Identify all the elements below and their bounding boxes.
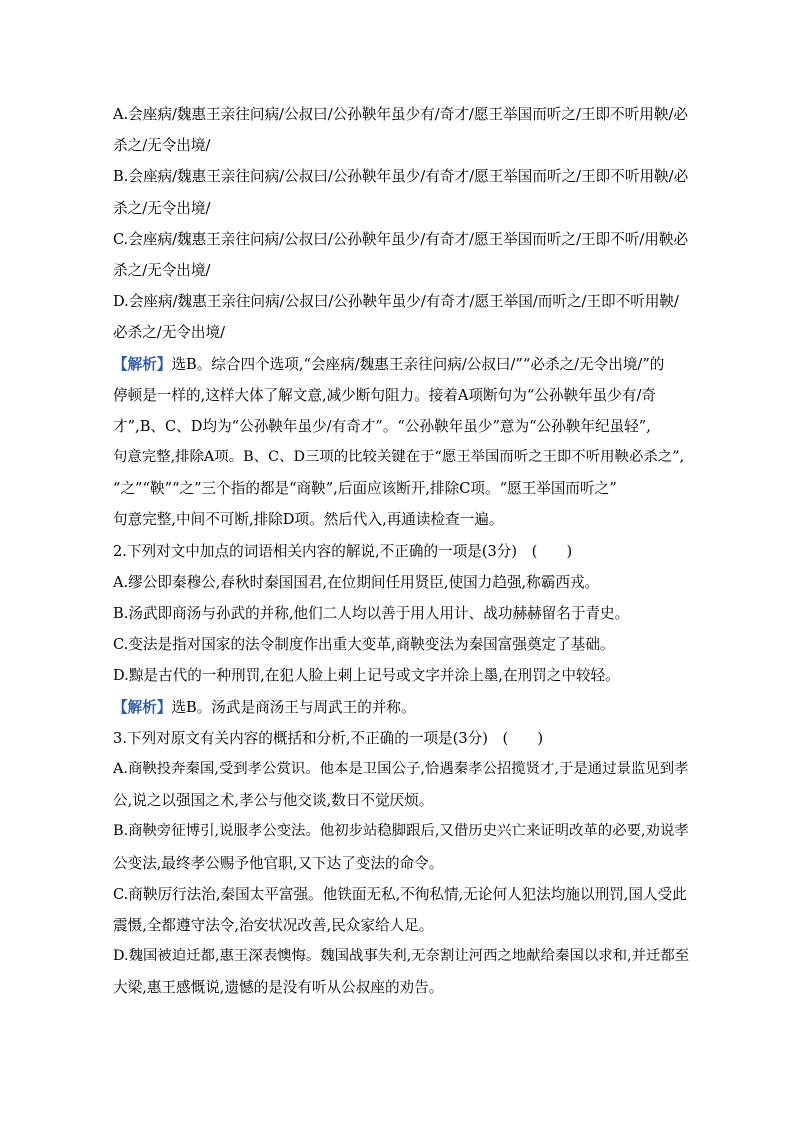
text-line bbox=[113, 255, 689, 286]
line-text: C.会座病/魏惠王亲往问病/公叔曰/公孙鞅年虽少/有奇才/愿王举国而听之/王即不听/用鞅必 bbox=[113, 230, 689, 248]
line-text: 大梁,惠王感慨说,遗憾的是没有听从公叔座的劝告。 bbox=[113, 979, 444, 997]
text-line bbox=[113, 349, 689, 380]
text-line bbox=[113, 442, 689, 473]
line-text: 公,说之以强国之术,孝公与他交谈,数日不觉厌烦。 bbox=[113, 792, 434, 810]
text-line bbox=[113, 816, 689, 847]
line-text: C.商鞅厉行法治,秦国太平富强。他铁面无私,不徇私情,无论何人犯法均施以刑罚,国人受此 bbox=[113, 885, 687, 903]
text-line bbox=[113, 130, 689, 161]
line-text: C.变法是指对国家的法令制度作出重大变革,商鞅变法为秦国富强奠定了基础。 bbox=[113, 636, 615, 654]
line-text: 杀之/无令出境/ bbox=[113, 199, 211, 217]
text-line bbox=[113, 629, 689, 660]
line-text: D.黥是古代的一种刑罚,在犯人脸上刺上记号或文字并涂上墨,在刑罚之中较轻。 bbox=[113, 667, 620, 685]
text-line bbox=[113, 504, 689, 535]
line-text: D.魏国被迫迁都,惠王深表懊悔。魏国战事失利,无奈割让河西之地献给秦国以求和,并迁都至 bbox=[113, 948, 690, 965]
text-line bbox=[113, 848, 689, 879]
line-text: 公变法,最终孝公赐予他官职,又下达了变法的命令。 bbox=[113, 854, 444, 872]
line-text: 句意完整,中间不可断,排除D项。然后代入,再通读检查一遍。 bbox=[113, 511, 504, 529]
text-line bbox=[113, 567, 689, 598]
analysis-tag: 【解析】 bbox=[113, 698, 172, 716]
text-line bbox=[113, 660, 689, 691]
text-line bbox=[113, 879, 689, 910]
text-line bbox=[113, 754, 689, 785]
line-text: A.会座病/魏惠王亲往问病/公叔曰/公孙鞅年虽少有/奇才/愿王举国而听之/王即不听用鞅/必 bbox=[113, 106, 688, 123]
line-text: B.会座病/魏惠王亲往问病/公叔曰/公孙鞅年虽少/有奇才/愿王举国而听之/王即不听用鞅/必 bbox=[113, 168, 689, 186]
line-text: D.会座病/魏惠王亲往问病/公叔曰/公孙鞅年虽少/有奇才/愿王举国/而听之/王即不听用鞅/ bbox=[113, 293, 679, 311]
text-line bbox=[113, 380, 689, 411]
line-text: B.汤武即商汤与孙武的并称,他们二人均以善于用人用计、战功赫赫留名于青史。 bbox=[113, 605, 630, 622]
text-line bbox=[113, 286, 689, 317]
text-line bbox=[113, 161, 689, 192]
text-line bbox=[113, 692, 689, 723]
line-text: 3.下列对原文有关内容的概括和分析,不正确的一项是(3分) ( ) bbox=[113, 729, 544, 747]
analysis-tag: 【解析】 bbox=[113, 355, 172, 373]
document-body bbox=[113, 99, 689, 1003]
text-line bbox=[113, 723, 689, 754]
text-line bbox=[113, 941, 689, 972]
line-text: 震慑,全都遵守法令,治安状况改善,民众家给人足。 bbox=[113, 916, 434, 934]
line-text: 杀之/无令出境/ bbox=[113, 261, 211, 279]
text-line bbox=[113, 317, 689, 348]
text-line bbox=[113, 224, 689, 255]
text-line bbox=[113, 972, 689, 1003]
line-text: 选B。汤武是商汤王与周武王的并称。 bbox=[171, 698, 416, 716]
line-text: 才”,B、C、D均为“公孙鞅年虽少/有奇才”。“公孙鞅年虽少”意为“公孙鞅年纪虽轻”, bbox=[113, 417, 651, 435]
text-line bbox=[113, 193, 689, 224]
line-text: A.商鞅投奔秦国,受到孝公赏识。他本是卫国公子,恰遇秦孝公招揽贤才,于是通过景监见到孝 bbox=[113, 760, 689, 777]
line-text: 杀之/无令出境/ bbox=[113, 137, 211, 155]
text-line bbox=[113, 473, 689, 504]
line-text: “之”“鞅”“之”三个指的都是“商鞅”,后面应该断开,排除C项。“愿王举国而听之” bbox=[113, 480, 617, 498]
line-text: 2.下列对文中加点的词语相关内容的解说,不正确的一项是(3分) ( ) bbox=[113, 542, 573, 560]
text-line bbox=[113, 785, 689, 816]
text-line bbox=[113, 411, 689, 442]
line-text: A.缪公即秦穆公,春秋时秦国国君,在位期间任用贤臣,使国力趋强,称霸西戎。 bbox=[113, 573, 600, 591]
line-text: B.商鞅旁征博引,说服孝公变法。他初步站稳脚跟后,又借历史兴亡来证明改革的必要,劝说孝 bbox=[113, 823, 689, 840]
line-text: 停顿是一样的,这样大体了解文意,减少断句阻力。接着A项断句为“公孙鞅年虽少有/奇 bbox=[113, 386, 656, 404]
text-line bbox=[113, 99, 689, 130]
line-text: 选B。综合四个选项,“会座病/魏惠王亲往问病/公叔曰/”“必杀之/无令出境/”的 bbox=[171, 355, 665, 373]
text-line bbox=[113, 598, 689, 629]
text-line bbox=[113, 910, 689, 941]
text-line bbox=[113, 536, 689, 567]
line-text: 必杀之/无令出境/ bbox=[113, 324, 225, 342]
line-text: 句意完整,排除A项。B、C、D三项的比较关键在于“愿王举国而听之王即不听用鞅必杀之”, bbox=[113, 449, 685, 466]
